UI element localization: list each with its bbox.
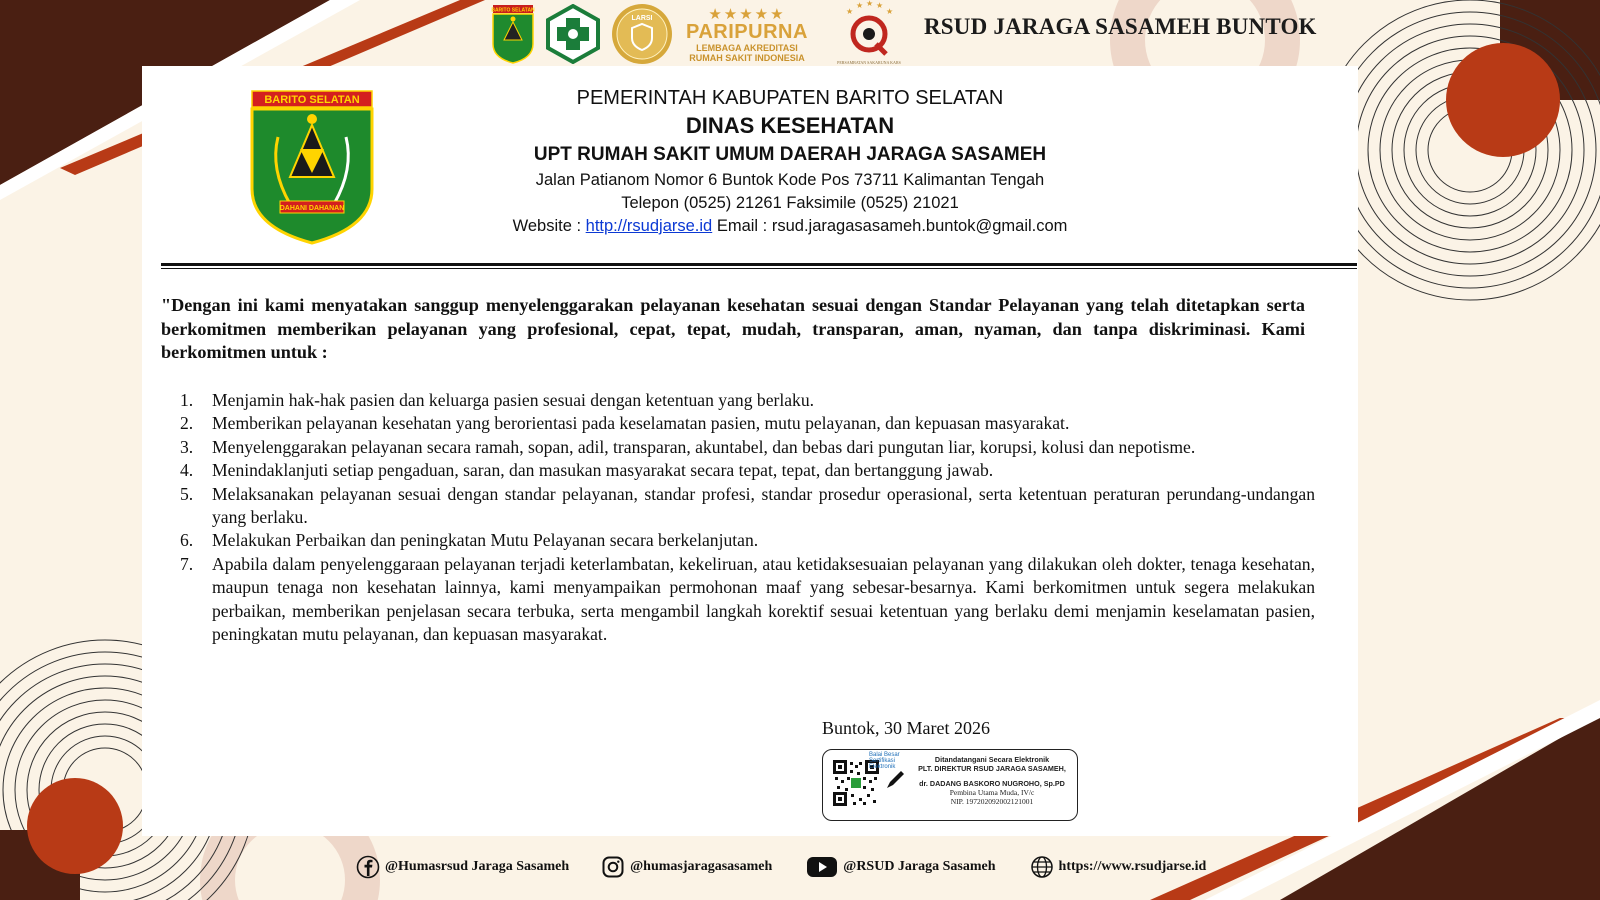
svg-text:★: ★	[865, 0, 874, 8]
bsre-text: Balai Besar Sertifikasi Elektronik	[869, 752, 900, 770]
instagram-handle: @humasjaragasasameh	[630, 859, 773, 874]
hospital-name: RSUD JARAGA SASAMEH BUNTOK	[924, 14, 1317, 39]
list-number: 5.	[180, 483, 194, 504]
youtube-handle: @RSUD Jaraga Sasameh	[843, 859, 996, 874]
accreditation-line2: RUMAH SAKIT INDONESIA	[689, 52, 805, 63]
accreditation-stars: ★★★★★	[708, 4, 786, 23]
address: Jalan Patianom Nomor 6 Buntok Kode Pos 73711 Kalimantan Tengah	[535, 171, 1045, 189]
crest-label: BARITO SELATAN	[264, 94, 360, 106]
list-text: Apabila dalam penyelenggaraan pelayanan terjadi keterlambatan, kekeliruan, atau ketidaksesuaian pelayanan yang dilakukan oleh dokter, tenaga kesehatan, maupun tenaga non kesehatan lainnya, kami menyampaikan permohonan maaf yang sebesar-besarnya. Kami berkomitmen untuk segera melakukan perbaikan, memberikan penjelasan secara terbuka, serta mengambil langkah korektif sesuai ketentuan yang berlaku demi menjamin keselamatan pasien, peningkatan mutu pelayanan, dan kepuasan masyarakat.	[212, 553, 1315, 645]
accreditation-title: PARIPURNA	[686, 20, 808, 43]
kars-label: PERSAMBATAN SAKARUNA KARS	[837, 60, 901, 65]
list-item	[180, 529, 1315, 552]
svg-text:★: ★	[845, 7, 854, 16]
website-footer-link[interactable]	[1030, 855, 1207, 879]
phone-fax: Telepon (0525) 21261 Faksimile (0525) 21021	[621, 194, 959, 212]
list-item	[180, 459, 1315, 482]
list-number: 7.	[180, 553, 194, 574]
accreditation-line1: LEMBAGA AKREDITASI	[696, 42, 798, 53]
website-handle: https://www.rsudjarse.id	[1058, 859, 1207, 874]
youtube-icon	[806, 855, 838, 879]
globe-icon	[1030, 855, 1054, 879]
contact-line	[440, 215, 1140, 238]
barito-selatan-crest	[250, 89, 374, 250]
list-number: 1.	[180, 390, 194, 410]
list-text: Menyelenggarakan pelayanan secara ramah, sopan, adil, transparan, akuntabel, dan bebas dari pungutan liar, korupsi, kolusi dan nepotisme.	[212, 436, 1196, 457]
instagram-icon	[601, 855, 625, 879]
website-link[interactable]: http://rsudjarse.id	[585, 217, 713, 235]
website-label: Website :	[512, 217, 582, 235]
letterhead	[440, 85, 1140, 238]
health-cross-logo	[544, 4, 602, 64]
barito-selatan-crest-small	[490, 4, 536, 64]
list-item	[180, 483, 1315, 530]
facebook-handle: @Humasrsud Jaraga Sasameh	[385, 859, 570, 874]
commitment-list	[180, 389, 1315, 646]
letterhead-rule-thin	[161, 268, 1357, 269]
department-name: DINAS KESEHATAN	[685, 113, 895, 138]
svg-text:★: ★	[875, 1, 884, 10]
place-date: Buntok, 30 Maret 2026	[822, 718, 990, 738]
list-text: Melaksanakan pelayanan sesuai dengan standar pelayanan, standar profesi, standar prosedur operasional, serta ketentuan peraturan perundang-undangan yang berlaku.	[212, 483, 1315, 528]
larsi-label: LARSI	[631, 15, 653, 22]
facebook-icon	[356, 855, 380, 879]
government-name: PEMERINTAH KABUPATEN BARITO SELATAN	[576, 87, 1004, 109]
crest-small-label: BARITO SELATAN	[491, 7, 535, 14]
list-item	[180, 436, 1315, 459]
list-number: 6.	[180, 530, 194, 551]
paripurna-accreditation	[686, 6, 808, 63]
signer-position: PLT. DIREKTUR RSUD JARAGA SASAMEH,	[918, 764, 1066, 773]
electronic-signature-box	[822, 749, 1078, 821]
list-item	[180, 553, 1315, 647]
crest-motto: DAHANI DAHANAN	[279, 205, 345, 212]
larsi-badge	[610, 2, 674, 66]
signed-electronically: Ditandatangani Secara Elektronik	[934, 755, 1050, 764]
instagram-link[interactable]	[601, 855, 772, 879]
letterhead-rule-thick	[161, 263, 1357, 266]
list-text: Menjamin hak-hak pasien dan keluarga pasien sesuai dengan ketentuan yang berlaku.	[212, 390, 815, 410]
list-number: 3.	[180, 436, 194, 457]
esign-details	[909, 755, 1075, 806]
svg-text:★: ★	[885, 7, 894, 16]
kars-logo	[836, 0, 902, 68]
social-footer	[356, 855, 1206, 879]
email-address: rsud.jaragasasameh.buntok@gmail.com	[771, 217, 1068, 235]
list-number: 4.	[180, 460, 194, 481]
signer-nip: NIP. 197202092002121001	[950, 797, 1034, 806]
list-number: 2.	[180, 413, 194, 434]
logo-bar	[490, 0, 902, 68]
list-text: Memberikan pelayanan kesehatan yang berorientasi pada keselamatan pasien, mutu pelayanan, dan kepuasan masyarakat.	[212, 413, 1070, 434]
signer-rank: Pembina Utama Muda, IV/c	[949, 788, 1035, 797]
list-item	[180, 389, 1315, 412]
svg-text:★: ★	[855, 1, 864, 10]
commitment-statement: "Dengan ini kami menyatakan sanggup menyelenggarakan pelayanan kesehatan sesuai dengan Standar Pelayanan yang telah ditetapkan serta berkomitmen memberikan pelayanan yang profesional, cepat, tepat, mudah, transparan, aman, nyaman, dan tanpa diskriminasi. Kami berkomitmen untuk :	[161, 295, 1305, 362]
facebook-link[interactable]	[356, 855, 569, 879]
list-text: Menindaklanjuti setiap pengaduan, saran, dan masukan masyarakat secara tepat, tepat, dan bertanggung jawab.	[212, 460, 994, 481]
email-label: Email :	[716, 217, 768, 235]
signer-name: dr. DADANG BASKORO NUGROHO, Sp.PD	[919, 779, 1065, 788]
unit-name: UPT RUMAH SAKIT UMUM DAERAH JARAGA SASAMEH	[533, 144, 1047, 165]
list-item	[180, 412, 1315, 435]
pen-icon	[885, 768, 907, 790]
list-text: Melakukan Perbaikan dan peningkatan Mutu Pelayanan secara berkelanjutan.	[212, 530, 759, 551]
youtube-link[interactable]	[806, 855, 995, 879]
